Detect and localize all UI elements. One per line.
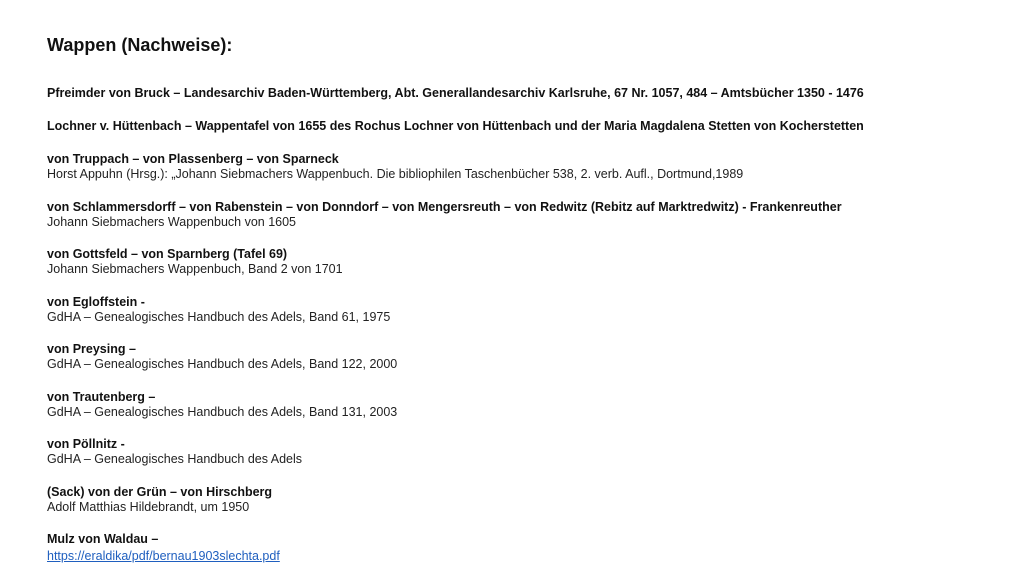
list-item-pfreimder <box>47 86 1007 101</box>
list-item-sack-von-der-gruen <box>47 485 1007 516</box>
list-item-gottsfeld <box>47 247 1007 278</box>
entry-source: GdHA – Genealogisches Handbuch des Adels, Band 131, 2003 <box>47 404 398 419</box>
entry-source: GdHA – Genealogisches Handbuch des Adels, Band 122, 2000 <box>47 357 398 371</box>
list-item-egloffstein <box>47 295 1007 326</box>
list-item-trautenberg <box>47 390 1007 421</box>
list-item-preysing <box>47 342 1007 373</box>
entry-heading: von Pöllnitz - <box>47 437 125 451</box>
page-title: Wappen (Nachweise): <box>47 35 233 55</box>
source-list <box>47 86 1007 582</box>
entry-heading: Pfreimder von Bruck – Landesarchiv Baden-Württemberg, Abt. Generallandesarchiv Karlsruhe, 67 Nr. 1057, 484 – Amtsbücher 1350 - 1476 <box>47 86 864 100</box>
entry-source: Adolf Matthias Hildebrandt, um 1950 <box>47 499 250 514</box>
entry-heading: von Schlammersdorff – von Rabenstein – von Donndorf – von Mengersreuth – von Redwitz (Rebitz auf Marktredwitz) - Frankenreuther <box>47 199 842 214</box>
entry-source: Johann Siebmachers Wappenbuch, Band 2 von 1701 <box>47 262 343 276</box>
entry-heading: Mulz von Waldau – <box>47 532 159 546</box>
entry-heading: von Truppach – von Plassenberg – von Sparneck <box>47 152 339 166</box>
entry-source: Johann Siebmachers Wappenbuch von 1605 <box>47 214 297 229</box>
list-item-truppach <box>47 152 1007 183</box>
list-item-mulz-von-waldau <box>47 532 1007 565</box>
entry-heading: von Gottsfeld – von Sparnberg (Tafel 69) <box>47 247 288 261</box>
entry-heading: (Sack) von der Grün – von Hirschberg <box>47 484 273 499</box>
entry-source: GdHA – Genealogisches Handbuch des Adels <box>47 452 303 466</box>
entry-source: GdHA – Genealogisches Handbuch des Adels, Band 61, 1975 <box>47 309 391 324</box>
entry-source: Horst Appuhn (Hrsg.): „Johann Siebmachers Wappenbuch. Die bibliophilen Taschenbücher 538, 2. verb. Aufl., Dortmund,1989 <box>47 167 744 181</box>
entry-heading: von Egloffstein - <box>47 294 145 309</box>
source-link[interactable]: https://eraldika/pdf/bernau1903slechta.pdf <box>47 549 280 563</box>
entry-heading: Lochner v. Hüttenbach – Wappentafel von 1655 des Rochus Lochner von Hüttenbach und der Maria Magdalena Stetten von Kocherstetten <box>47 119 864 133</box>
entry-heading: von Trautenberg – <box>47 389 156 404</box>
list-item-poellnitz <box>47 437 1007 468</box>
list-item-lochner <box>47 119 1007 134</box>
entry-heading: von Preysing – <box>47 342 136 356</box>
list-item-schlammersdorff <box>47 200 1007 231</box>
